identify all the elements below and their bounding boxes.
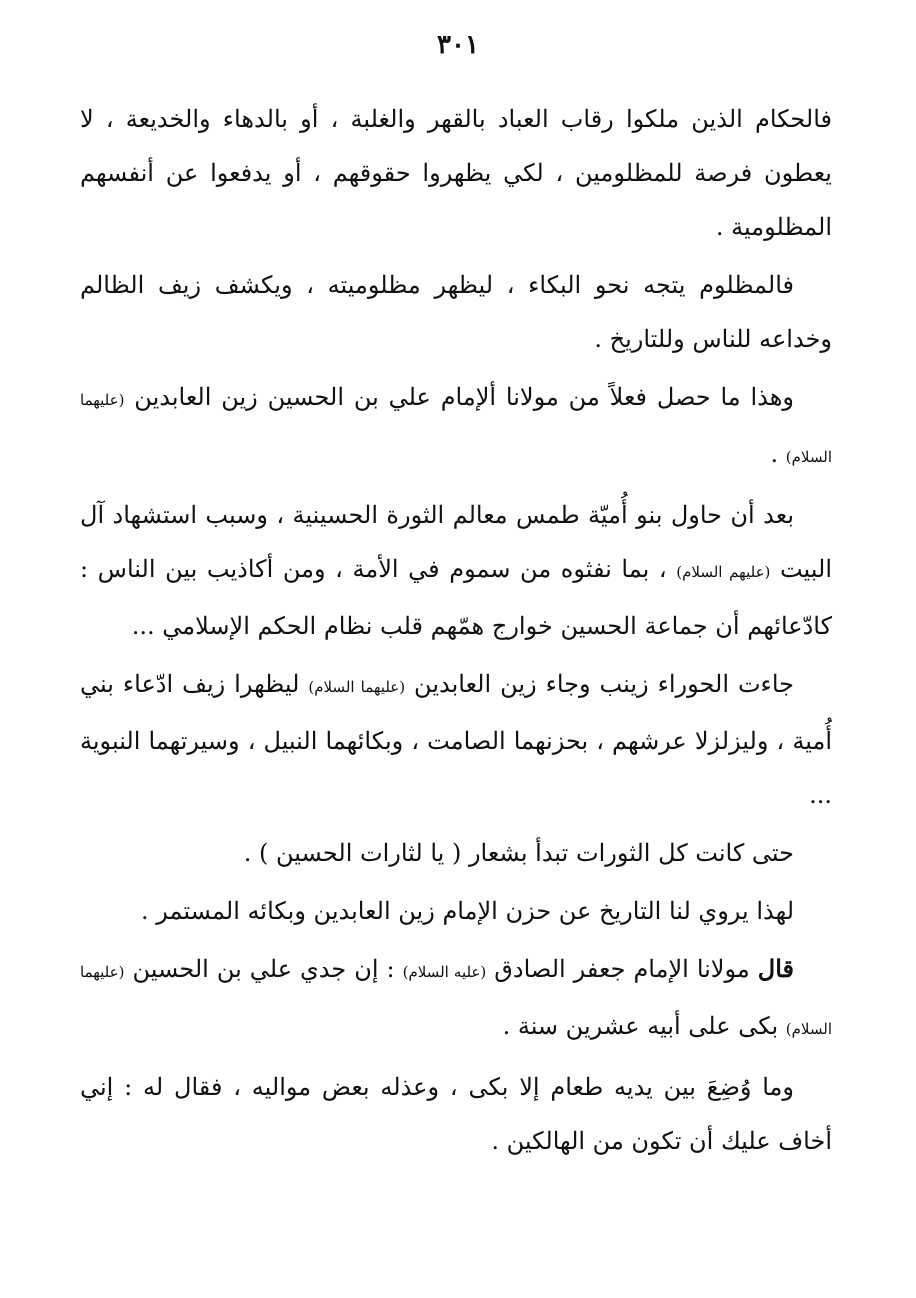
paragraph-text: بعد أن حاول بنو أُميّة طمس معالم الثورة الحسينية ، وسبب استشهاد آل البيت bbox=[80, 501, 833, 583]
paragraph-3 bbox=[80, 370, 832, 484]
paragraph-7 bbox=[80, 884, 832, 938]
paragraph-text: فالحكام الذين ملكوا رقاب العباد بالقهر والغلبة ، أو بالدهاء والخديعة ، لا يعطون فرصة للمظلومين ، لكي يظهروا حقوقهم ، أو يدفعوا عن أنفسهم المظلومية . bbox=[80, 105, 832, 241]
page-number: ٣٠١ bbox=[437, 30, 479, 60]
honorific: (عليهما السلام) bbox=[80, 391, 832, 466]
paragraph-text: مولانا الإمام جعفر الصادق bbox=[494, 955, 750, 983]
paragraph-1 bbox=[80, 92, 832, 254]
paragraph-text: . bbox=[770, 440, 779, 468]
paragraph-2 bbox=[80, 258, 832, 366]
paragraph-5 bbox=[80, 657, 832, 822]
paragraph-lead: قال bbox=[757, 954, 794, 983]
paragraph-text: وهذا ما حصل فعلاً من مولانا ألإمام علي بن الحسين زين العابدين bbox=[134, 383, 795, 411]
paragraph-8 bbox=[80, 942, 832, 1056]
paragraph-text: حتى كانت كل الثورات تبدأ بشعار ( يا لثارات الحسين ) . bbox=[243, 839, 794, 867]
honorific: (عليهما السلام) bbox=[80, 963, 832, 1038]
honorific: (عليه السلام) bbox=[402, 963, 487, 981]
body-text bbox=[80, 92, 832, 1172]
paragraph-4 bbox=[80, 488, 832, 653]
paragraph-text: : إن جدي علي بن الحسين bbox=[132, 955, 395, 983]
paragraph-text: فالمظلوم يتجه نحو البكاء ، ليظهر مظلوميته ، ويكشف زيف الظالم وخداعه للناس وللتاريخ . bbox=[80, 271, 832, 353]
paragraph-text: ، بما نفثوه من سموم في الأمة ، ومن أكاذيب بين الناس : كادّعائهم أن جماعة الحسين خوارج همّهم قلب نظام الحكم الإسلامي ... bbox=[80, 555, 832, 640]
paragraph-6 bbox=[80, 826, 832, 880]
paragraph-text: جاءت الحوراء زينب وجاء زين العابدين bbox=[414, 670, 794, 698]
paragraph-9 bbox=[80, 1060, 832, 1168]
paragraph-text: وما وُضِعَ بين يديه طعام إلا بكى ، وعذله بعض مواليه ، فقال له : إني أخاف عليك أن تكون من الهالكين . bbox=[80, 1073, 832, 1155]
paragraph-text: ليظهرا زيف ادّعاء بني أُمية ، وليزلزلا عرشهم ، بحزنهما الصامت ، وبكائهما النبيل ، وسيرتهما النبوية ... bbox=[80, 670, 832, 809]
honorific: (عليهما السلام) bbox=[308, 678, 406, 696]
honorific: (عليهم السلام) bbox=[676, 563, 771, 581]
paragraph-text: بكى على أبيه عشرين سنة . bbox=[502, 1012, 779, 1040]
paragraph-text: لهذا يروي لنا التاريخ عن حزن الإمام زين العابدين وبكائه المستمر . bbox=[141, 897, 794, 925]
